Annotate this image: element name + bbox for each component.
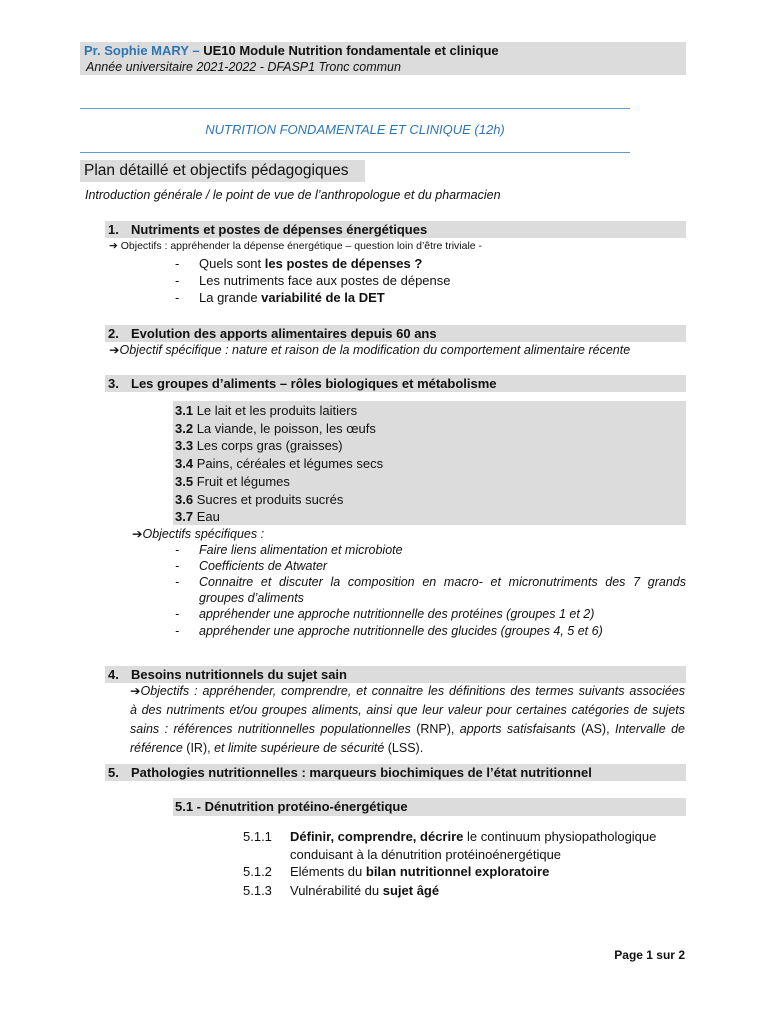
dash: - [175,559,180,573]
section-2-objective [109,342,630,357]
sub-item [243,829,656,844]
sub-item [243,864,549,879]
section-number: 3. [108,376,119,391]
introduction: Introduction générale / le point de vue de l’anthropologue et du pharmacien [85,188,501,202]
section-title: Evolution des apports alimentaires depuis 60 ans [131,326,437,341]
food-groups-list [175,402,383,526]
item-text: Faire liens alimentation et microbiote [199,543,403,557]
list-item [175,607,594,621]
group-number: 3.3 [175,438,194,454]
paragraph-line [130,720,685,739]
section-4-objective [130,682,685,758]
dash: - [175,256,180,271]
group-label: Sucres et produits sucrés [193,491,344,507]
header-separator: – [188,43,204,58]
objective-text: Objectifs : appréhender la dépense énergétique – question loin d’être triviale - [120,240,483,252]
paragraph-line [130,739,685,758]
list-item [175,559,327,573]
course-title: NUTRITION FONDAMENTALE ET CLINIQUE (12h) [205,122,505,137]
author-name: Pr. Sophie MARY [84,43,189,58]
section-number: 2. [108,326,119,341]
line-text: apports satisfaisants [454,722,582,736]
section-4-heading [108,667,347,682]
item-text: appréhender une approche nutritionnelle des glucides (groupes 4, 5 et 6) [199,624,603,638]
group-label: Fruit et légumes [193,473,290,489]
list-item [175,290,385,305]
item-text: Vulnérabilité du [290,883,383,898]
plan-title: Plan détaillé et objectifs pédagogiques [84,162,349,179]
dash: - [175,607,180,621]
item-text: Coefficients de Atwater [199,559,328,573]
group-label: La viande, le poisson, les œufs [193,420,376,436]
section-title: Nutriments et postes de dépenses énergétiques [131,222,428,237]
line-text: référence [130,741,187,755]
food-group [175,491,383,509]
abbr-rnp: (RNP), [416,722,455,736]
list-item [175,624,603,638]
list-item-continuation: groupes d’aliments [199,591,304,605]
arrow-icon: ➔ [130,684,141,698]
objective-text: Objectif spécifique : nature et raison de la modification du comportement alimentaire récente [119,343,631,357]
dash: - [175,624,180,638]
top-rule [80,108,630,109]
item-bold: variabilité de la DET [261,290,385,305]
list-item [175,543,403,557]
bottom-rule [80,152,630,153]
objective-text: Objectifs spécifiques : [142,527,265,541]
line-text: Intervalle de [609,722,686,736]
section-title: Pathologies nutritionnelles : marqueurs biochimiques de l’état nutritionnel [131,765,592,780]
item-text: Connaitre et discuter la composition en macro- et micronutriments des 7 grands [199,575,686,589]
current-page: 1 [646,948,653,962]
section-3-heading [108,376,497,391]
section-title: Besoins nutritionnels du sujet sain [131,667,347,682]
section-2-heading [108,326,437,341]
dash: - [175,290,180,305]
sub-item-continuation: conduisant à la dénutrition protéinoénergétique [290,847,562,862]
item-text: le continuum physiopathologique [463,829,657,844]
abbr-lss: (LSS). [387,741,424,755]
item-text: Quels sont [199,256,265,271]
food-group [175,508,383,526]
sub-item-number: 5.1.1 [243,829,272,844]
arrow-icon: ➔ [109,240,118,252]
arrow-icon: ➔ [109,343,120,357]
group-number: 3.1 [175,403,194,418]
group-number: 3.4 [175,456,194,472]
food-group [175,473,383,491]
year-line: Année universitaire 2021-2022 - DFASP1 Tronc commun [86,60,401,74]
item-text: Eléments du [290,864,366,879]
paragraph-line: à des nutriments et/ou groupes aliments, ainsi que leur valeur pour certaines catégories de sujets [130,703,685,717]
group-label: Pains, céréales et légumes secs [193,456,384,472]
list-item [175,256,422,271]
line-text: Objectifs : appréhender, comprendre, et connaitre les définitions des termes suivants associées [140,684,685,698]
group-label: Eau [193,509,220,525]
food-group [175,420,383,438]
item-text: appréhender une approche nutritionnelle des protéines (groupes 1 et 2) [199,607,595,621]
item-bold: Définir, comprendre, décrire [290,829,464,844]
sub-item-number: 5.1.2 [243,864,272,879]
list-item [175,575,686,589]
sub-item [243,883,439,898]
item-text: Les nutriments face aux postes de dépense [199,273,451,288]
item-bold: bilan nutritionnel exploratoire [365,864,550,879]
header-line-1 [84,43,499,58]
group-number: 3.7 [175,509,194,525]
page-of: sur [652,948,679,962]
total-pages: 2 [678,948,685,962]
page-number [614,948,685,962]
line-text: sains : références nutritionnelles populationnelles [130,722,417,736]
dash: - [175,575,180,589]
line-text: et limite supérieure de sécurité [210,741,388,755]
section-number: 5. [108,765,119,780]
paragraph-line [130,682,685,701]
section-1-heading [108,222,427,237]
dash: - [175,543,180,557]
arrow-icon: ➔ [132,527,143,541]
section-3-objective [132,526,264,541]
item-bold: les postes de dépenses ? [264,256,423,271]
list-item [175,273,451,288]
item-text: La grande [199,290,262,305]
section-number: 4. [108,667,119,682]
group-number: 3.6 [175,491,194,507]
item-bold: sujet âgé [382,883,440,898]
section-1-objective [109,240,482,252]
group-label: Le lait et les produits laitiers [193,403,358,418]
dash: - [175,273,180,288]
food-group [175,455,383,473]
section-5-heading [108,765,592,780]
module-name: UE10 Module Nutrition fondamentale et clinique [203,43,499,58]
abbr-as: (AS), [581,722,610,736]
page-label: Page [614,948,647,962]
section-number: 1. [108,222,119,237]
sub-item-number: 5.1.3 [243,883,272,898]
food-group [175,402,383,420]
abbr-ir: (IR), [186,741,211,755]
subsection-title: 5.1 - Dénutrition protéino-énergétique [175,799,408,814]
group-number: 3.5 [175,473,194,489]
group-label: Les corps gras (graisses) [193,438,343,454]
section-title: Les groupes d’aliments – rôles biologiques et métabolisme [131,376,497,391]
group-number: 3.2 [175,420,194,436]
food-group [175,437,383,455]
